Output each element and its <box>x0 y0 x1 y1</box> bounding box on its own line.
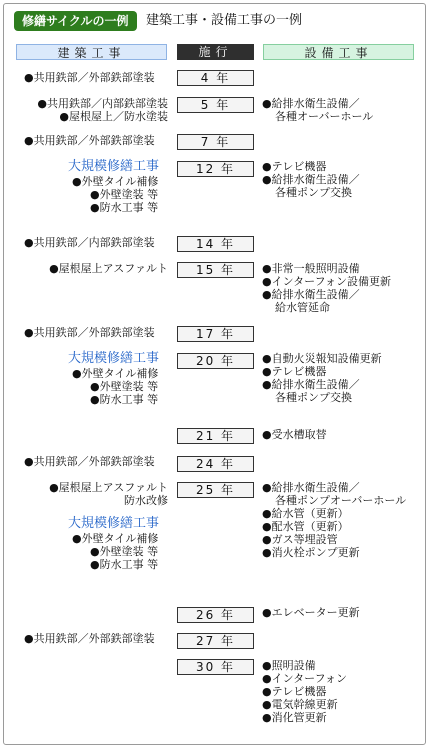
construction-item: ●共用鉄部／外部鉄部塗装 <box>24 455 155 468</box>
equipment-item: ●自動火災報知設備更新 <box>262 352 382 365</box>
construction-item: ●外壁タイル補修 <box>72 367 159 380</box>
construction-item: ●外壁塗装 等 <box>90 380 159 393</box>
major-repair-heading: 大規模修繕工事 <box>68 159 160 174</box>
equipment-item: ●給排水衛生設備／ <box>262 288 360 301</box>
year-box: 15 年 <box>177 262 254 278</box>
construction-item: ●外壁塗装 等 <box>90 188 159 201</box>
construction-cell <box>20 481 168 507</box>
construction-item: ●共用鉄部／内部鉄部塗装 <box>24 236 155 249</box>
equipment-item: ●給排水衛生設備／ <box>262 97 360 110</box>
equipment-item: ●受水槽取替 <box>262 428 327 441</box>
year-box: 25 年 <box>177 482 254 498</box>
year-box: 27 年 <box>177 633 254 649</box>
year-box: 14 年 <box>177 236 254 252</box>
equipment-cell <box>262 97 422 123</box>
construction-item: ●共用鉄部／外部鉄部塗装 <box>24 326 155 339</box>
equipment-cell <box>262 659 422 724</box>
construction-cell <box>24 134 172 147</box>
equipment-item: ●インターフォン設備更新 <box>262 275 392 288</box>
construction-item: ●共用鉄部／内部鉄部塗装 <box>37 97 168 110</box>
page-title: 建築工事・設備工事の一例 <box>146 13 303 28</box>
major-repair-heading: 大規模修繕工事 <box>68 516 160 531</box>
construction-item: ●外壁塗装 等 <box>90 545 159 558</box>
year-box: 5 年 <box>177 97 254 113</box>
year-box: 24 年 <box>177 456 254 472</box>
equipment-cell <box>262 352 422 404</box>
construction-item: ●外壁タイル補修 <box>72 532 159 545</box>
construction-cell <box>24 71 172 84</box>
construction-item: ●防水工事 等 <box>90 393 159 406</box>
construction-item: ●共用鉄部／外部鉄部塗装 <box>24 71 155 84</box>
equipment-cell <box>262 160 422 199</box>
construction-cell <box>20 158 168 214</box>
construction-item: ●防水工事 等 <box>90 558 159 571</box>
equipment-cell <box>262 606 422 619</box>
construction-item: ●屋根屋上アスファルト <box>49 481 168 494</box>
year-box: 26 年 <box>177 607 254 623</box>
equipment-item: 各種ポンプ交換 <box>275 391 352 404</box>
equipment-cell <box>262 428 422 441</box>
equipment-item: 給水管延命 <box>275 301 330 314</box>
equipment-item: ●インターフォン <box>262 672 348 685</box>
cycle-badge: 修繕サイクルの一例 <box>14 11 137 31</box>
year-box: 17 年 <box>177 326 254 342</box>
construction-cell <box>24 455 172 468</box>
construction-item: ●屋根屋上／防水塗装 <box>59 110 168 123</box>
equipment-item: ●テレビ機器 <box>262 685 327 698</box>
equipment-item: ●消火栓ポンプ更新 <box>262 546 360 559</box>
column-header-equipment: 設備工事 <box>263 44 414 60</box>
construction-cell <box>24 632 172 645</box>
major-repair-heading: 大規模修繕工事 <box>68 351 160 366</box>
construction-cell <box>24 236 172 249</box>
construction-item: ●外壁タイル補修 <box>72 175 159 188</box>
column-header-schedule: 施行 <box>177 44 254 60</box>
construction-item: ●共用鉄部／外部鉄部塗装 <box>24 632 155 645</box>
equipment-item: ●給水管（更新） <box>262 507 349 520</box>
year-box: 4 年 <box>177 70 254 86</box>
equipment-item: ●テレビ機器 <box>262 160 327 173</box>
equipment-item: ●消化管更新 <box>262 711 327 724</box>
construction-cell <box>20 97 168 123</box>
construction-cell <box>20 350 168 406</box>
equipment-item: ●ガス等埋設管 <box>262 533 338 546</box>
construction-item: ●共用鉄部／外部鉄部塗装 <box>24 134 155 147</box>
equipment-item: ●給排水衛生設備／ <box>262 173 360 186</box>
construction-item: ●防水工事 等 <box>90 201 159 214</box>
equipment-item: ●照明設備 <box>262 659 316 672</box>
year-box: 21 年 <box>177 428 254 444</box>
column-header-construction: 建築工事 <box>16 44 167 60</box>
equipment-cell <box>262 262 422 314</box>
equipment-item: ●給排水衛生設備／ <box>262 378 360 391</box>
equipment-item: ●テレビ機器 <box>262 365 327 378</box>
year-box: 20 年 <box>177 353 254 369</box>
construction-item: 防水改修 <box>124 494 168 507</box>
construction-item: ●屋根屋上アスファルト <box>49 262 168 275</box>
equipment-item: ●配水管（更新） <box>262 520 349 533</box>
construction-cell <box>20 262 168 275</box>
construction-cell <box>24 326 172 339</box>
year-box: 30 年 <box>177 659 254 675</box>
year-box: 7 年 <box>177 134 254 150</box>
equipment-item: ●エレベーター更新 <box>262 606 360 619</box>
equipment-item: ●電気幹線更新 <box>262 698 338 711</box>
equipment-item: 各種オーバーホール <box>275 110 374 123</box>
year-box: 12 年 <box>177 161 254 177</box>
equipment-item: ●非常一般照明設備 <box>262 262 360 275</box>
equipment-item: 各種ポンプ交換 <box>275 186 352 199</box>
equipment-item: ●給排水衛生設備／ <box>262 481 360 494</box>
equipment-cell <box>262 481 422 559</box>
equipment-item: 各種ポンプオーバーホール <box>275 494 407 507</box>
construction-cell-major <box>20 515 168 571</box>
